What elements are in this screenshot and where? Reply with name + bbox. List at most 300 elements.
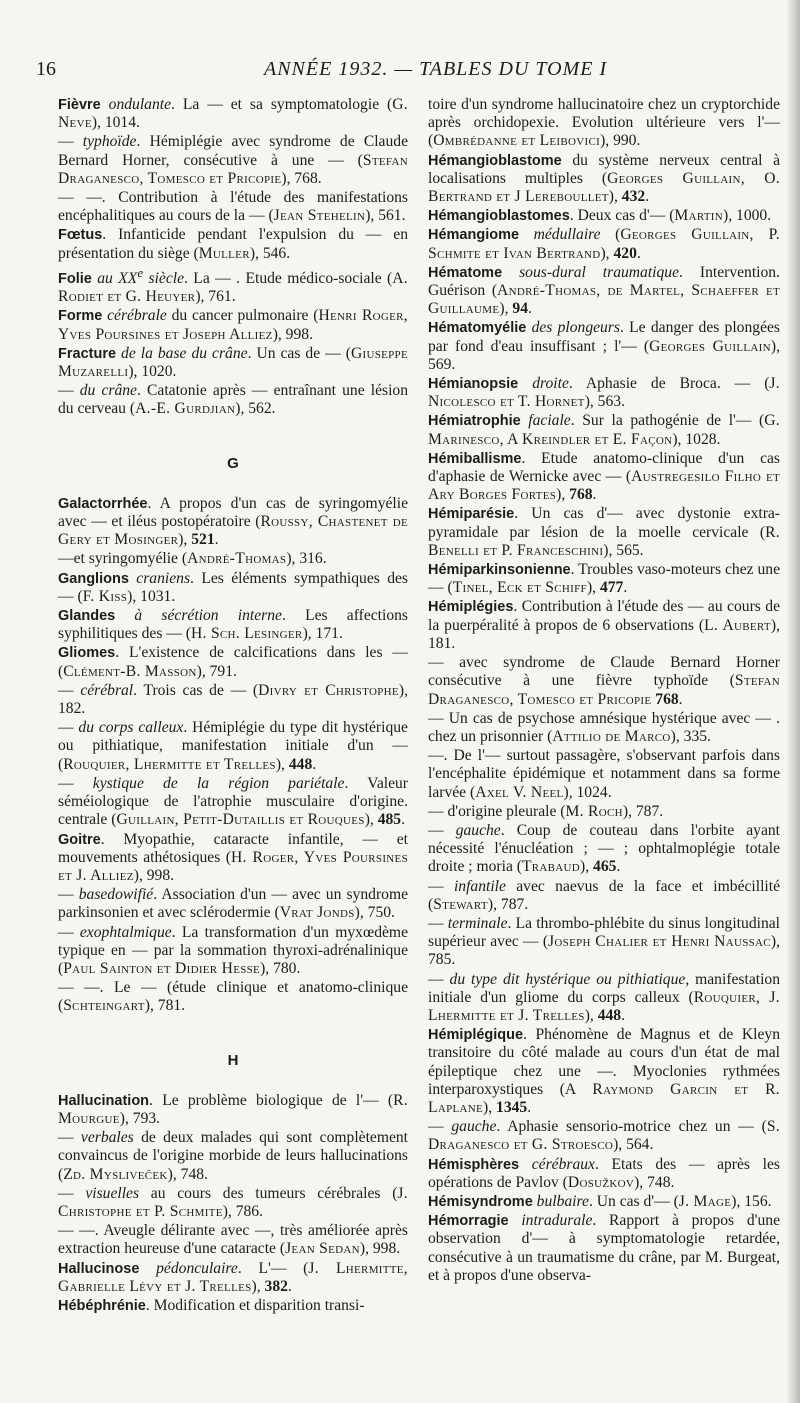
entry-text: . Catatonie après — entraînant une lésion du cerveau ( (58, 382, 408, 418)
entry-text: Divry et Christophe (258, 681, 399, 699)
entry-text: . Le problème biologique de l'— ( (149, 1091, 394, 1109)
entry-text: droite (518, 375, 569, 393)
entry-text: ), 1024. (563, 783, 612, 801)
entry-text: Stefan Draganesco, Tomesco et Pricopie (58, 151, 408, 187)
entry-text: . (401, 811, 405, 829)
entry-text: ), 316. (286, 550, 327, 568)
entry-text: ), 561. (365, 207, 406, 225)
entry-text: ), 785. (428, 933, 781, 969)
entry-text: . Phénomène de Magnus et de Kleyn transitoire du côté malade au cours d'un état de mal épileptique chez une —. Myoclonies rythmées interparoxystiques ( (428, 1026, 780, 1098)
entry-text: ), 787. (622, 802, 664, 820)
entry-text: ), (251, 1277, 265, 1295)
index-entry (58, 307, 408, 343)
entry-text: 1345 (496, 1098, 528, 1116)
index-entry (58, 495, 408, 550)
index-entry (58, 1222, 408, 1258)
entry-text: . (287, 1277, 292, 1295)
entry-text: ), 750. (354, 904, 395, 922)
entry-text: . Contribution à l'étude des — au cours de la puerpéralité à propos de 6 observations ( (428, 598, 780, 634)
entry-text: ), 990. (600, 132, 641, 150)
entry-text: basedowifié (78, 886, 154, 904)
entry-text: Hémianopsie (428, 376, 519, 393)
entry-text: intradurale (508, 1212, 593, 1230)
index-entry (428, 375, 780, 411)
index-entry (428, 1193, 780, 1211)
entry-text: ), 156. (731, 1192, 772, 1210)
entry-text: Roussy, Chastenet de Gery et Mosinger (58, 513, 408, 549)
entry-text: Hémangioblastome (428, 152, 562, 169)
entry-text: ), 335. (670, 727, 711, 745)
entry-text: . (528, 300, 532, 318)
entry-text: craniens (128, 569, 191, 587)
section-letter-h: H (227, 1051, 239, 1069)
entry-text: Fièvre (58, 97, 101, 113)
entry-text: . Intervention. Guérison ( (428, 263, 781, 300)
entry-text: F. Kiss (82, 587, 128, 605)
entry-text: —et syringomyélie ( (58, 550, 188, 568)
entry-text: A. Rodiet et G. Heuyer (58, 270, 408, 306)
entry-text: — (58, 681, 81, 699)
entry-text: . (678, 690, 683, 708)
entry-text: . La — . Etude médico-sociale ( (184, 270, 393, 288)
entry-text: Hémorragie (428, 1213, 509, 1230)
entry-text: Fœtus (58, 227, 103, 244)
entry-text: Henri Roger, Yves Poursines et Joseph Alliez (58, 307, 408, 343)
entry-text: 448 (597, 1006, 622, 1024)
entry-text: . La thrombo-phlébite du sinus longitudinal supérieur avec — ( (428, 914, 780, 951)
entry-text: ), 780. (260, 959, 301, 977)
entry-text: Jean Stehelin (273, 207, 366, 225)
entry-text: ), 562. (235, 400, 276, 418)
entry-text: Guillain, Petit-Dutaillis et Rouques (116, 811, 365, 829)
index-entry (428, 412, 780, 448)
entry-text: Georges Guillain, O. Bertrand et J Lereboullet (428, 169, 780, 206)
entry-text: ( (600, 226, 621, 244)
entry-text: — —. Aveugle délirante avec —, très améliorée après extraction heureuse d'une cataracte ( (58, 1222, 408, 1258)
index-entry (428, 319, 780, 374)
entry-text: ), 569. (428, 337, 780, 373)
entry-text: André-Thomas (187, 550, 287, 568)
entry-text: —. De l'— surtout passagère, s'observant parfois dans l'encéphalite épidémique et notamment dans sa forme larvée ( (428, 747, 780, 801)
entry-text: 448 (288, 755, 313, 773)
entry-text: terminale (447, 914, 508, 932)
entry-text: Clément-B. Masson (63, 662, 197, 680)
right-column (428, 96, 780, 1286)
index-entry (58, 644, 408, 680)
entry-text: . Rapport à propos d'une observation d'— à symptomatologie retardée, consécutive à un traumatisme du crâne, par M. Burgeat, et à propos d'une observa- (428, 1212, 780, 1284)
entry-text: . Hémiplégie avec syndrome de Claude Bernard Horner, consécutive à une — ( (58, 133, 408, 169)
entry-text: 382 (264, 1277, 288, 1295)
entry-text: 485 (377, 811, 402, 829)
entry-text: . Etude anatomo-clinique d'un cas d'aphasie de Wernicke avec — ( (428, 449, 780, 486)
index-entry (58, 682, 408, 718)
index-entry (58, 886, 408, 922)
entry-text: ), 1014. (91, 114, 140, 132)
index-entry (428, 207, 780, 225)
index-entry (58, 133, 408, 188)
index-entry (428, 654, 780, 709)
entry-text: ), 761. (195, 288, 236, 306)
entry-text: ), (178, 531, 192, 549)
index-entry (58, 1092, 408, 1128)
entry-text: — (58, 382, 80, 400)
entry-text: ), 787. (487, 895, 529, 913)
entry-text: H. Roger, Yves Poursines et J. Alliez (58, 848, 408, 884)
index-entry (58, 96, 408, 132)
entry-text: Martin (674, 207, 724, 225)
entry-text: Ombrédanne et Leibovici (433, 132, 601, 150)
entry-text: . Un cas d'— ( (588, 1192, 679, 1210)
entry-text: . Valeur séméiologique de l'atrophie musculaire d'origine. centrale ( (58, 774, 408, 829)
index-entry (428, 598, 780, 653)
entry-text: ), 565. (603, 541, 644, 559)
entry-text: ), 998. (272, 325, 313, 343)
entry-text: . Modification et disparition transi- (145, 1296, 365, 1314)
entry-text: . (623, 579, 628, 597)
entry-text: G. Neve (58, 96, 408, 132)
entry-text: — (58, 774, 93, 792)
entry-text: ), (584, 1006, 598, 1024)
entry-text: Gliomes (58, 645, 116, 662)
entry-text: . La — et sa symptomatologie ( (171, 96, 393, 113)
entry-text: ), (580, 858, 594, 876)
index-entry (428, 747, 780, 802)
index-entry (428, 264, 780, 319)
entry-text: ), 546. (249, 244, 291, 262)
index-entry (428, 822, 780, 877)
entry-text: — (58, 886, 79, 904)
entry-text: — avec syndrome de Claude Bernard Horner consécutive à une fièvre typhoïde ( (428, 654, 780, 690)
entry-text: Folie (58, 271, 92, 288)
entry-text: kystique de la région pariétale (92, 774, 345, 792)
index-entry (428, 1118, 780, 1154)
index-entry (58, 226, 408, 262)
entry-text: Paul Sainton et Didier Hesse (63, 959, 261, 977)
entry-text: ), 998. (133, 866, 175, 884)
entry-text: au XX (91, 270, 138, 288)
entry-text: e (137, 264, 144, 280)
entry-text: exophtalmique (79, 923, 172, 941)
entry-text: Hémiatrophie (428, 413, 521, 430)
section-letter-g: G (227, 454, 239, 472)
entry-text: Goitre (58, 831, 101, 848)
entry-text: Vrat Jonds (279, 904, 355, 922)
entry-text: ), 1000. (723, 207, 772, 225)
entry-text: Georges Guillain (649, 337, 771, 355)
entry-text: Jean Sedan (285, 1240, 360, 1258)
entry-text: . (645, 188, 650, 206)
entry-text: J. Christophe et P. Schmite (58, 1184, 408, 1220)
entry-text: . Les éléments sympathiques des — ( (58, 569, 408, 605)
entry-text: ), 791. (196, 662, 237, 680)
entry-text: — —. Contribution à l'étude des manifestations encéphalitiques au cours de la — ( (58, 189, 408, 225)
entry-text: — (58, 923, 80, 941)
index-entry (58, 775, 408, 830)
entry-text: ondulante (100, 96, 172, 113)
entry-text: ), (556, 486, 570, 504)
entry-text: du cancer pulmonaire ( (166, 307, 319, 325)
entry-text: Fracture (58, 345, 117, 362)
index-entry (428, 561, 780, 597)
entry-text: 420 (613, 244, 637, 262)
entry-text: . (636, 244, 641, 262)
entry-text: . Infanticide pendant l'expulsion du — en présentation du siège ( (58, 226, 408, 262)
entry-text: L. Aubert (704, 616, 771, 634)
left-column (58, 96, 408, 1316)
entry-text: cérébrale (102, 307, 167, 325)
entry-text: ), (275, 755, 289, 773)
entry-text: Zd. Mysliveček (63, 1165, 168, 1183)
entry-text: cérébraux (519, 1155, 595, 1173)
entry-text: Forme (58, 308, 103, 325)
entry-text: . Trois cas de — ( (133, 681, 259, 699)
index-entry (428, 152, 780, 207)
entry-text: . Hémiplégie du type dit hystérique ou pithiatique, manifestation initiale d'un — ( (58, 719, 408, 773)
entry-text: . Deux cas d'— ( (569, 207, 675, 225)
entry-text: . Les affections syphilitiques des — ( (58, 607, 408, 643)
index-entry (428, 915, 780, 970)
index-entry (58, 570, 408, 606)
index-entry (428, 710, 780, 746)
entry-text: R. Benelli et P. Franceschini (428, 523, 780, 559)
entry-text: G. Marinesco, A Kreindler et E. Façon (428, 412, 780, 448)
entry-text: ), (600, 244, 614, 262)
entry-text: Hémiparkinsonienne (428, 562, 571, 579)
entry-text: toire d'un syndrome hallucinatoire chez un cryptorchide après orchidopexie. Evolution ultérieure vers l'— ( (428, 96, 780, 150)
entry-text: Hébéphrénie (58, 1297, 146, 1314)
entry-text: . Aphasie de Broca. — ( (568, 375, 770, 393)
entry-text: du crâne (79, 382, 137, 400)
entry-text: . La transformation d'un myxœdème typique en — par la sommation thyroxi-adrénalinique ( (58, 923, 408, 977)
entry-text: Hémiballisme (428, 450, 522, 467)
entry-text: infantile (453, 877, 506, 895)
index-entry (58, 607, 408, 643)
entry-text: — (428, 914, 448, 932)
index-entry (428, 96, 780, 151)
entry-text: du type dit hystérique ou pithiatique (449, 970, 686, 988)
entry-text: Rouquier, J. Lhermitte et J. Trelles (428, 988, 780, 1024)
entry-text: ), 181. (428, 616, 780, 652)
entry-text: R. Mourgue (58, 1091, 408, 1127)
entry-text: A.-E. Gurdjian (135, 400, 236, 418)
entry-text: Trabaud (521, 858, 581, 876)
entry-text: Attilio de Marco (552, 727, 671, 745)
entry-text: . (616, 858, 621, 876)
index-entry (58, 979, 408, 1015)
entry-text: . (312, 755, 317, 773)
entry-text: ), (586, 579, 600, 597)
entry-text: — Un cas de psychose amnésique hystérique avec — . chez un prisonnier ( (428, 709, 780, 745)
index-entry (428, 1212, 780, 1285)
entry-text: . A propos d'un cas de syringomyélie avec — et iléus postopératoire ( (58, 494, 408, 531)
entry-text: des plongeurs (526, 319, 620, 337)
index-entry (428, 1026, 780, 1117)
entry-text: . (592, 486, 597, 504)
entry-text: 94 (512, 300, 528, 318)
entry-text: 768 (569, 486, 593, 504)
index-entry (58, 382, 408, 418)
entry-text: ), 793. (119, 1109, 161, 1127)
index-entry (428, 1156, 780, 1192)
entry-text: Hématome (428, 264, 503, 281)
entry-text: S. Draganesco et G. Stroesco (428, 1118, 780, 1154)
entry-text: — (428, 877, 454, 895)
entry-text: visuelles (85, 1184, 140, 1202)
entry-text: médullaire (519, 226, 601, 244)
entry-text: ), (483, 1098, 497, 1116)
index-entry (58, 345, 408, 381)
entry-text: ), (499, 300, 513, 318)
entry-text: ), 748. (167, 1165, 208, 1183)
entry-text: — (428, 821, 456, 839)
entry-text: Georges Guillain, P. Schmite et Ivan Bertrand (428, 226, 781, 262)
entry-text: A Raymond Garcin et R. Laplane (428, 1080, 780, 1116)
entry-text: Ganglions (58, 570, 129, 587)
entry-text: H. Sch. Lesinger (190, 625, 303, 643)
page-edge-shadow (786, 0, 800, 1403)
index-entry (428, 226, 780, 262)
entry-text: Muller (198, 244, 250, 262)
entry-text: Hallucinose (58, 1260, 140, 1277)
entry-text: gauche (455, 821, 501, 839)
entry-text: — —. Le — (étude clinique et anatomo-clinique ( (58, 979, 408, 1015)
entry-text: . (621, 1006, 625, 1024)
entry-text: Hémiplégies (428, 599, 514, 616)
entry-text: ), 564. (613, 1136, 654, 1154)
index-entry (428, 505, 780, 560)
entry-text: typhoïde (82, 133, 137, 151)
entry-text: 465 (593, 858, 617, 876)
entry-text: Hémisyndrome (428, 1193, 533, 1210)
entry-text: . L'— ( (237, 1259, 309, 1277)
entry-text: Tinel, Eck et Schiff (452, 579, 587, 597)
entry-text: 768 (655, 690, 679, 708)
index-entry (58, 550, 408, 568)
entry-text: cérébral (80, 681, 134, 699)
entry-text: J. Lhermitte, Gabrielle Lévy et J. Trelles (58, 1259, 408, 1295)
entry-text: ), 563. (584, 393, 625, 411)
page-number: 16 (36, 58, 56, 80)
entry-text: 432 (621, 188, 646, 206)
entry-text: de la base du crâne (116, 344, 248, 362)
entry-text: — d'origine pleurale ( (428, 802, 566, 820)
entry-text: ), 1028. (672, 430, 721, 448)
entry-text: Schteingart (63, 997, 145, 1015)
index-entry (58, 189, 408, 225)
entry-text: ), (608, 188, 622, 206)
entry-text: ), 786. (222, 1202, 263, 1220)
entry-text: Hémiparésie (428, 506, 515, 523)
entry-text: Hémangioblastomes (428, 208, 570, 225)
entry-text: de deux malades qui sont complètement convaincus de l'origine morbide de leurs hallucinations ( (58, 1129, 409, 1183)
entry-text: Galactorrhée (58, 495, 148, 512)
entry-text: Dosužkov (567, 1173, 635, 1191)
entry-text: Austregesilo Filho et Ary Borges Fortes (428, 468, 780, 504)
entry-text: . L'existence de calcifications dans les — ( (58, 644, 408, 680)
entry-text: sous-dural traumatique (502, 263, 680, 281)
index-entry (58, 264, 408, 307)
entry-text: 521 (191, 531, 215, 549)
entry-text: ), 998. (359, 1240, 401, 1258)
entry-text: ), 182. (58, 681, 408, 718)
entry-text: . Sur la pathogénie de l'— ( (570, 412, 765, 430)
entry-text: gauche (451, 1118, 497, 1136)
entry-text: J. Mage (678, 1192, 732, 1210)
entry-text: . (214, 531, 219, 549)
entry-text: verbales (80, 1129, 134, 1147)
entry-text: Hémangiome (428, 227, 520, 244)
entry-text: — (58, 719, 79, 737)
entry-text: Rouquier, Lhermitte et Trelles (63, 755, 276, 773)
running-title: ANNÉE 1932. — TABLES DU TOME I (264, 58, 608, 80)
entry-text: bulbaire (532, 1192, 589, 1210)
entry-text: André-Thomas, de Martel, Schaeffer et Guillaume (428, 282, 780, 318)
entry-text: Glandes (58, 608, 116, 625)
entry-text: — (428, 970, 450, 988)
entry-text: , manifestation initiale d'un gliome du corps calleux ( (428, 970, 781, 1006)
entry-text: . (527, 1098, 532, 1116)
entry-text: . Troubles vaso-moteurs chez une — ( (428, 561, 780, 597)
entry-text: Axel V. Neel (475, 783, 564, 801)
entry-text: du corps calleux (78, 719, 184, 737)
entry-text: ), 171. (302, 625, 343, 643)
entry-text: . Le danger des plongées par fond d'eau insuffisant ; l'— ( (428, 319, 780, 355)
index-entry (428, 971, 780, 1026)
entry-text: . Myopathie, cataracte infantile, — et mouvements athétosiques ( (58, 830, 408, 866)
entry-text: . Etats des — après les opérations de Pavlov ( (428, 1155, 780, 1191)
entry-text: Hématomyélie (428, 320, 527, 337)
entry-text: ), 1031. (127, 587, 176, 605)
entry-text: — (58, 1184, 86, 1202)
entry-text: Hallucination (58, 1092, 150, 1109)
entry-text: Hémiplégique (428, 1027, 524, 1044)
entry-text: Giuseppe Muzarelli (58, 344, 408, 381)
entry-text: Hémisphères (428, 1156, 520, 1173)
entry-text: M. Roch (565, 802, 623, 820)
entry-text: Stewart (433, 895, 488, 913)
entry-text: . Un cas de — ( (247, 344, 351, 362)
index-entry (58, 924, 408, 979)
entry-text: — (428, 1118, 452, 1136)
index-entry (58, 1297, 408, 1315)
entry-text: siècle (143, 270, 184, 288)
page-header (36, 58, 776, 88)
entry-text: . Coup de couteau dans l'orbite ayant nécessité l'énucléation ; — ; ophtalmoplégie totale droite ; moria ( (428, 821, 780, 876)
entry-text: à sécrétion interne (115, 607, 282, 625)
entry-text: — (58, 133, 83, 151)
entry-text: ), 1020. (128, 363, 177, 381)
index-entry (58, 831, 408, 886)
entry-text: ), (364, 811, 378, 829)
index-entry (58, 1260, 408, 1296)
entry-text: avec naevus de la face et imbécillité ( (428, 877, 780, 913)
entry-text: ), 781. (144, 997, 186, 1015)
entry-text: . Un cas d'— avec dystonie extra-pyramidale par lésion de la moelle cervicale ( (428, 505, 780, 541)
entry-text: J. Nicolesco et T. Hornet (428, 375, 780, 411)
entry-text: . Aphasie sensorio-motrice chez un — ( (496, 1118, 767, 1136)
entry-text: au cours des tumeurs cérébrales ( (139, 1184, 398, 1202)
entry-text: — (58, 1129, 81, 1147)
entry-text: ), 768. (281, 169, 322, 187)
entry-text: faciale (520, 412, 571, 430)
index-entry (428, 803, 780, 821)
entry-text: Stefan Draganesco, Tomesco et Pricopie (428, 672, 780, 708)
index-entry (58, 1129, 408, 1184)
entry-text: Joseph Chalier et Henri Naussac (548, 933, 771, 951)
entry-text: pédonculaire (139, 1259, 238, 1277)
index-entry (428, 878, 780, 914)
entry-text: du système nerveux central à localisations multiples ( (428, 151, 780, 187)
